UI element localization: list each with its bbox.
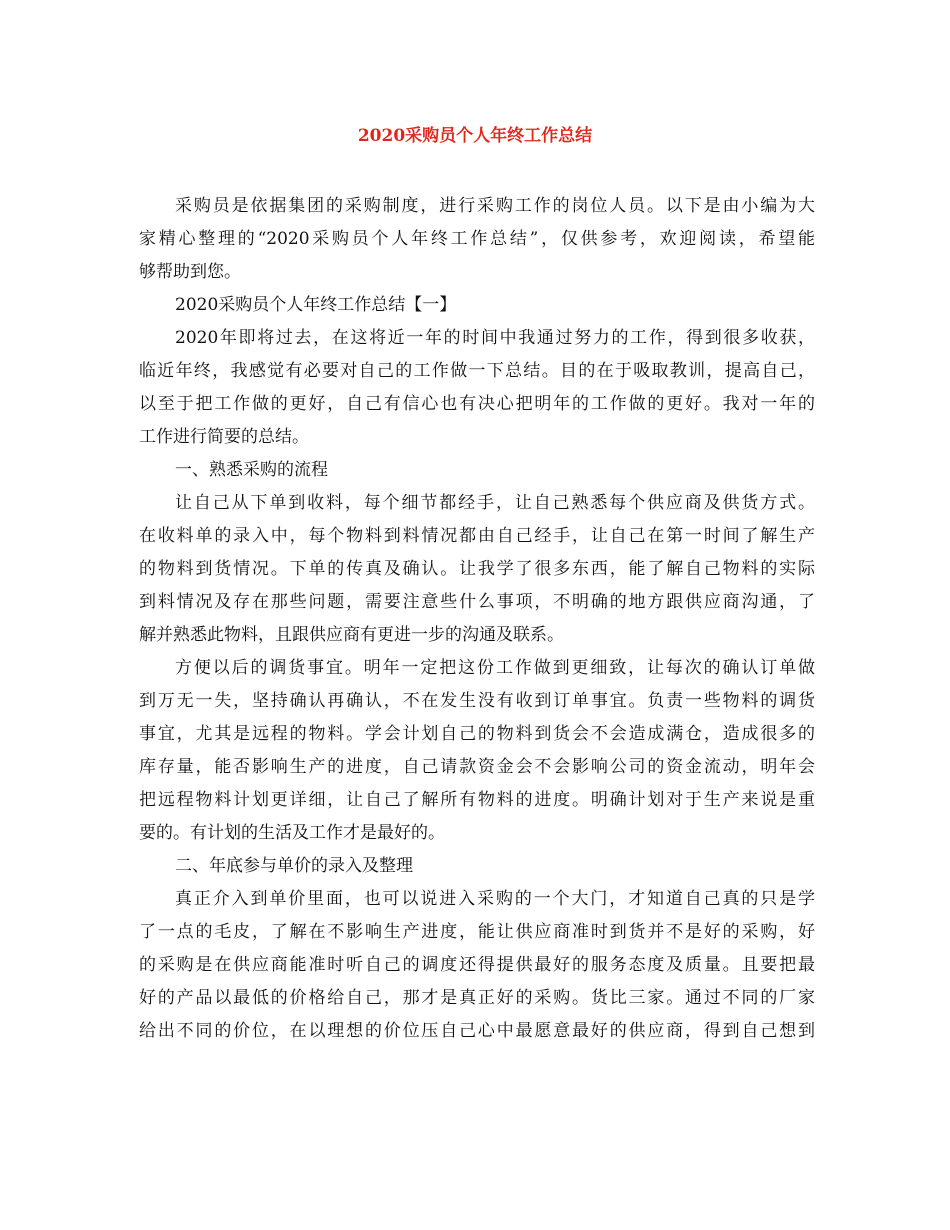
text-line: 在收料单的录入中，每个物料到料情况都由自己经手，让自己在第一时间了解生产	[139, 526, 815, 546]
text-line: 2020年即将过去，在这将近一年的时间中我通过努力的工作，得到很多收获，	[175, 328, 815, 348]
text-line: 够帮助到您。	[139, 262, 241, 282]
text-line: 的采购是在供应商能准时听自己的调度还得提供最好的服务态度及质量。且要把最	[139, 955, 815, 975]
text-line: 给出不同的价位，在以理想的价位压自己心中最愿意最好的供应商，得到自己想到	[139, 1021, 815, 1041]
text-line: 让自己从下单到收料，每个细节都经手，让自己熟悉每个供应商及供货方式。	[175, 493, 815, 513]
text-line: 二、年底参与单价的录入及整理	[175, 856, 413, 876]
text-line: 临近年终，我感觉有必要对自己的工作做一下总结。目的在于吸取教训，提高自己，	[139, 361, 815, 381]
text-line: 到料情况及存在那些问题，需要注意些什么事项，不明确的地方跟供应商沟通，了	[139, 592, 815, 612]
text-line: 家精心整理的“2020采购员个人年终工作总结”，仅供参考，欢迎阅读，希望能	[139, 229, 815, 249]
text-line: 了一点的毛皮，了解在不影响生产进度，能让供应商准时到货并不是好的采购，好	[139, 922, 815, 942]
document-title: 2020采购员个人年终工作总结	[357, 126, 593, 146]
text-line: 要的。有计划的生活及工作才是最好的。	[139, 823, 445, 843]
text-line: 一、熟悉采购的流程	[175, 460, 328, 480]
document-body	[139, 190, 815, 1048]
text-line: 事宜，尤其是远程的物料。学会计划自己的物料到货会不会造成满仓，造成很多的	[139, 724, 815, 744]
text-line: 2020采购员个人年终工作总结【一】	[175, 295, 457, 315]
text-line: 库存量，能否影响生产的进度，自己请款资金会不会影响公司的资金流动，明年会	[139, 757, 815, 777]
text-line: 到万无一失，坚持确认再确认，不在发生没有收到订单事宜。负责一些物料的调货	[139, 691, 815, 711]
text-line: 采购员是依据集团的采购制度，进行采购工作的岗位人员。以下是由小编为大	[175, 196, 815, 216]
text-line: 方便以后的调货事宜。明年一定把这份工作做到更细致，让每次的确认订单做	[175, 658, 815, 678]
text-line: 真正介入到单价里面，也可以说进入采购的一个大门，才知道自己真的只是学	[175, 889, 815, 909]
text-line: 好的产品以最低的价格给自己，那才是真正好的采购。货比三家。通过不同的厂家	[139, 988, 815, 1008]
text-line: 工作进行简要的总结。	[139, 427, 309, 447]
text-line: 的物料到货情况。下单的传真及确认。让我学了很多东西，能了解自己物料的实际	[139, 559, 815, 579]
text-line: 解并熟悉此物料，且跟供应商有更进一步的沟通及联系。	[139, 625, 564, 645]
text-line: 以至于把工作做的更好，自己有信心也有决心把明年的工作做的更好。我对一年的	[139, 394, 815, 414]
text-line: 把远程物料计划更详细，让自己了解所有物料的进度。明确计划对于生产来说是重	[139, 790, 815, 810]
